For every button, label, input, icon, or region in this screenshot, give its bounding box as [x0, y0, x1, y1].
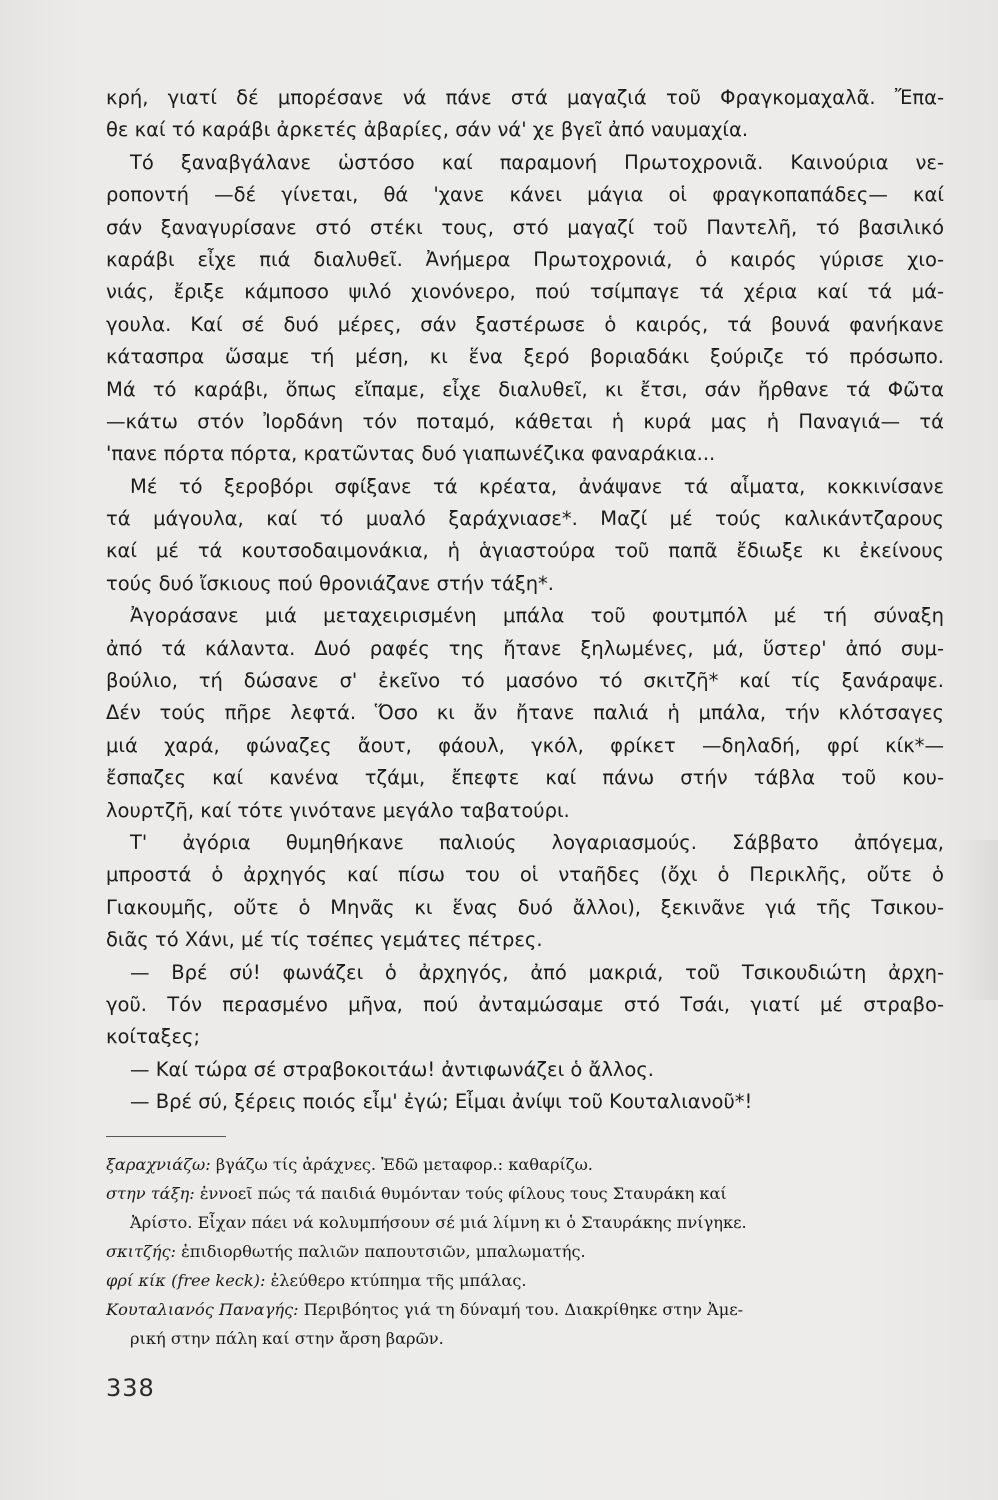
footnote [106, 1150, 944, 1179]
text-line: Δέν τούς πῆρε λεφτά. Ὅσο κι ἄν ἤτανε παλιά ἡ μπάλα, τήν κλότσαγες [106, 701, 944, 725]
text-line: Τό ξαναβγάλανε ὡστόσο καί παραμονή Πρωτοχρονιᾶ. Καινούρια νε- [130, 150, 944, 174]
text-line: τά μάγουλα, καί τό μυαλό ξαράχνιασε*. Μαζί μέ τούς καλικάντζαρους [106, 507, 944, 531]
text-line: ἔσπαζες καί κανένα τζάμι, ἔπεφτε καί πάνω στήν τάβλα τοῦ κου- [106, 766, 944, 790]
text-line: γοῦ. Τόν περασμένο μῆνα, πού ἀνταμώσαμε στό Τσάι, γιατί μέ στραβο- [106, 992, 944, 1016]
text-line: τούς δυό ἴσκιους πού θρονιάζανε στήν τάξη*. [106, 571, 554, 595]
footnote-term: ξαραχνιάζω: [106, 1155, 211, 1174]
text-line: κρή, γιατί δέ μπορέσανε νά πάνε στά μαγαζιά τοῦ Φραγκομαχαλᾶ. Ἔπα- [106, 86, 944, 109]
text-line: μπροστά ὁ ἀρχηγός καί πίσω του οἱ νταῆδες (ὄχι ὁ Περικλῆς, οὔτε ὁ [106, 863, 944, 887]
text-line: Ἀγοράσανε μιά μεταχειρισμένη μπάλα τοῦ φουτμπόλ μέ τή σύναξη [130, 604, 944, 628]
footnote-continuation [106, 1324, 944, 1353]
text-line: θε καί τό καράβι ἀρκετές ἀβαρίες, σάν νά' χε βγεῖ ἀπό ναυμαχία. [106, 118, 749, 142]
text-line: κάτασπρα ὥσαμε τή μέση, κι ἕνα ξερό βοριαδάκι ξούριζε τό πρόσωπο. [106, 345, 944, 369]
text-line: κοίταξες; [106, 1025, 201, 1049]
footnote-text: Περιβόητος γιά τη δύναμή του. Διακρίθηκε στην Ἀμε- [303, 1300, 744, 1319]
dialogue-line: — Καί τώρα σέ στραβοκοιτάω! ἀντιφωνάζει ὁ ἄλλος. [130, 1057, 655, 1081]
dialogue-line: — Βρέ σύ, ξέρεις ποιός εἶμ' ἐγώ; Εἶμαι ἀνίψι τοῦ Κουταλιανοῦ*! [130, 1090, 753, 1114]
footnote [106, 1237, 944, 1266]
text-line: Μά τό καράβι, ὅπως εἴπαμε, εἶχε διαλυθεῖ, κι ἔτσι, σάν ἤρθανε τά Φῶτα [106, 377, 944, 401]
text-line: ἀπό τά κάλαντα. Δυό ραφές της ἤτανε ξηλωμένες, μά, ὕστερ' ἀπό συμ- [106, 636, 944, 660]
text-line: Γιακουμῆς, οὔτε ὁ Μηνᾶς κι ἕνας δυό ἄλλοι), ξεκινᾶνε γιά τῆς Τσικου- [106, 895, 944, 919]
text-line: Τ' ἀγόρια θυμηθήκανε παλιούς λογαριασμούς. Σάββατο ἀπόγεμα, [130, 830, 944, 854]
text-line: Μέ τό ξεροβόρι σφίξανε τά κρέατα, ἀνάψανε τά αἷματα, κοκκινίσανε [130, 474, 944, 498]
page-edge-shadow [956, 840, 998, 1000]
footnote-term: σκιτζής: [106, 1242, 176, 1261]
text-line: μιά χαρά, φώναζες ἄουτ, φάουλ, γκόλ, φρίκετ —δηλαδή, φρί κίκ*— [106, 733, 944, 757]
footnote-term: στην τάξη: [106, 1184, 195, 1203]
text-line: καί μέ τά κουτσοδαιμονάκια, ἡ ἁγιαστούρα τοῦ παπᾶ ἔδιωξε κι ἐκείνους [106, 539, 944, 563]
footnote [106, 1179, 944, 1208]
main-text [106, 82, 944, 1119]
text-line: βούλιο, τή δώσανε σ' ἐκεῖνο τό μασόνο τό σκιτζῆ* καί τίς ξανάραψε. [106, 669, 944, 693]
footnote-term: φρί κίκ (free keck): [106, 1271, 266, 1290]
footnotes [106, 1150, 944, 1353]
text-line: διᾶς τό Χάνι, μέ τίς τσέπες γεμάτες πέτρες. [106, 928, 543, 952]
text-line: καράβι εἶχε πιά διαλυθεῖ. Ἀνήμερα Πρωτοχρονιά, ὁ καιρός γύρισε χιο- [106, 247, 944, 271]
footnote-text: ἐννοεῖ πώς τά παιδιά θυμόνταν τούς φίλους τους Σταυράκη καί [199, 1184, 727, 1203]
footnote-text: βγάζω τίς ἀράχνες. Ἐδῶ μεταφορ.: καθαρίζω. [215, 1155, 593, 1174]
text-line: λουρτζῆ, καί τότε γινότανε μεγάλο ταβατούρι. [106, 798, 570, 822]
footnote [106, 1266, 944, 1295]
footnote-text: ρική στην πάλη καί στην ἄρση βαρῶν. [130, 1329, 444, 1348]
text-line: ροποντή —δέ γίνεται, θά 'χανε κάνει μάγια οἱ φραγκοπαπάδες— καί [106, 183, 944, 207]
page-number: 338 [106, 1374, 155, 1402]
text-line: νιάς, ἔριξε κάμποσο ψιλό χιονόνερο, πού τσίμπαγε τά χέρια καί τά μά- [106, 280, 944, 304]
text-line: 'πανε πόρτα πόρτα, κρατῶντας δυό γιαπωνέζικα φαναράκια... [106, 442, 716, 466]
footnote-continuation [106, 1208, 944, 1237]
dialogue-line: — Βρέ σύ! φωνάζει ὁ ἀρχηγός, ἀπό μακριά, τοῦ Τσικουδιώτη ἀρχη- [130, 960, 944, 984]
text-line: σάν ξαναγυρίσανε στό στέκι τους, στό μαγαζί τοῦ Παντελῆ, τό βασιλικό [106, 215, 944, 239]
text-line: γουλα. Καί σέ δυό μέρες, σάν ξαστέρωσε ὁ καιρός, τά βουνά φανήκανε [106, 312, 944, 336]
text-line: —κάτω στόν Ἰορδάνη τόν ποταμό, κάθεται ἡ κυρά μας ἡ Παναγιά— τά [106, 409, 944, 433]
footnote-text: ἐπιδιορθωτής παλιῶν παπουτσιῶν, μπαλωματής. [181, 1242, 586, 1261]
footnote-text: Ἀρίστο. Εἶχαν πάει νά κολυμπήσουν σέ μιά λίμνη κι ὁ Σταυράκης πνίγηκε. [130, 1213, 747, 1232]
footnote [106, 1295, 944, 1324]
footnote-term: Κουταλιανός Παναγής: [106, 1300, 299, 1319]
footnote-text: ἐλεύθερο κτύπημα τῆς μπάλας. [270, 1271, 527, 1290]
footnote-divider [106, 1136, 226, 1137]
